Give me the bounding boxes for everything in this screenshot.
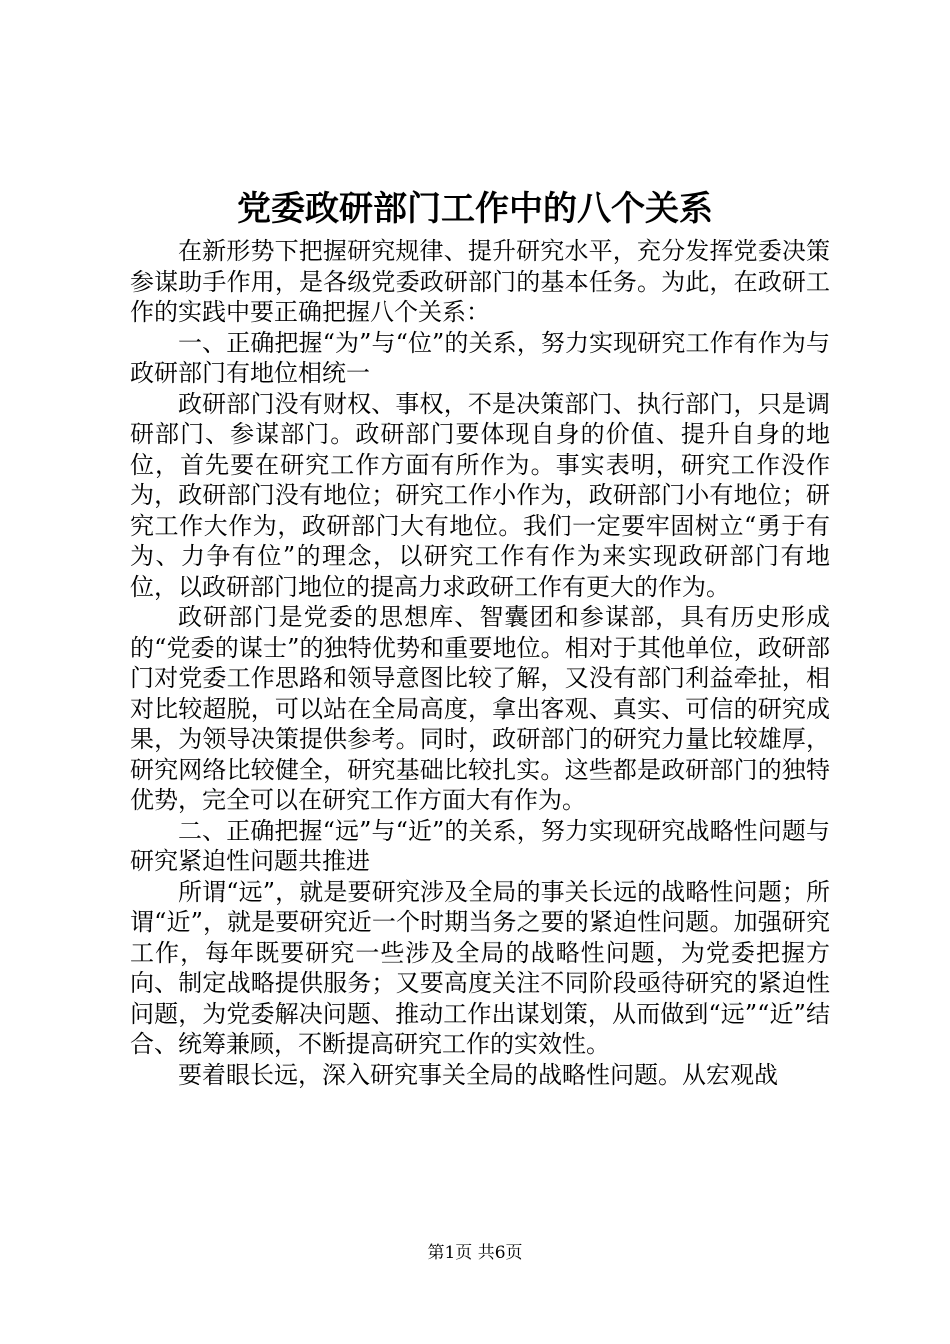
document-title: 党委政研部门工作中的八个关系 — [237, 189, 713, 229]
document-body — [130, 236, 830, 1090]
paragraph-body-2: 政研部门是党委的思想库、智囊团和参谋部，具有历史形成的“党委的谋士”的独特优势和重要地位。相对于其他单位，政研部门对党委工作思路和领导意图比较了解，又没有部门利益牵扯，相对比较超脱，可以站在全局高度，拿出客观、真实、可信的研究成果，为领导决策提供参考。同时，政研部门的研究力量比较雄厚，研究网络比较健全，研究基础比较扎实。这些都是政研部门的独特优势，完全可以在研究工作方面大有作为。 — [130, 603, 830, 814]
paragraph-heading-1: 一、正确把握“为”与“位”的关系，努力实现研究工作有作为与政研部门有地位相统一 — [130, 328, 830, 387]
paragraph-body-3: 所谓“远”，就是要研究涉及全局的事关长远的战略性问题；所谓“近”，就是要研究近一个时期当务之要的紧迫性问题。加强研究工作，每年既要研究一些涉及全局的战略性问题，为党委把握方向、制定战略提供服务；又要高度关注不同阶段亟待研究的紧迫性问题，为党委解决问题、推动工作出谋划策，从而做到“远”“近”结合、统筹兼顾，不断提高研究工作的实效性。 — [130, 877, 830, 1058]
page-number-footer: 第1页 共6页 — [427, 1243, 523, 1263]
paragraph-intro: 在新形势下把握研究规律、提升研究水平，充分发挥党委决策参谋助手作用，是各级党委政研部门的基本任务。为此，在政研工作的实践中要正确把握八个关系： — [130, 237, 830, 326]
paragraph-body-1: 政研部门没有财权、事权，不是决策部门、执行部门，只是调研部门、参谋部门。政研部门要体现自身的价值、提升自身的地位，首先要在研究工作方面有所作为。事实表明，研究工作没作为，政研部门没有地位；研究工作小作为，政研部门小有地位；研究工作大作为，政研部门大有地位。我们一定要牢固树立“勇于有为、力争有位”的理念，以研究工作有作为来实现政研部门有地位，以政研部门地位的提高力求政研工作有更大的作为。 — [130, 389, 830, 601]
paragraph-body-4: 要着眼长远，深入研究事关全局的战略性问题。从宏观战 — [178, 1060, 778, 1089]
paragraph-heading-2: 二、正确把握“远”与“近”的关系，努力实现研究战略性问题与研究紧迫性问题共推进 — [130, 816, 830, 875]
